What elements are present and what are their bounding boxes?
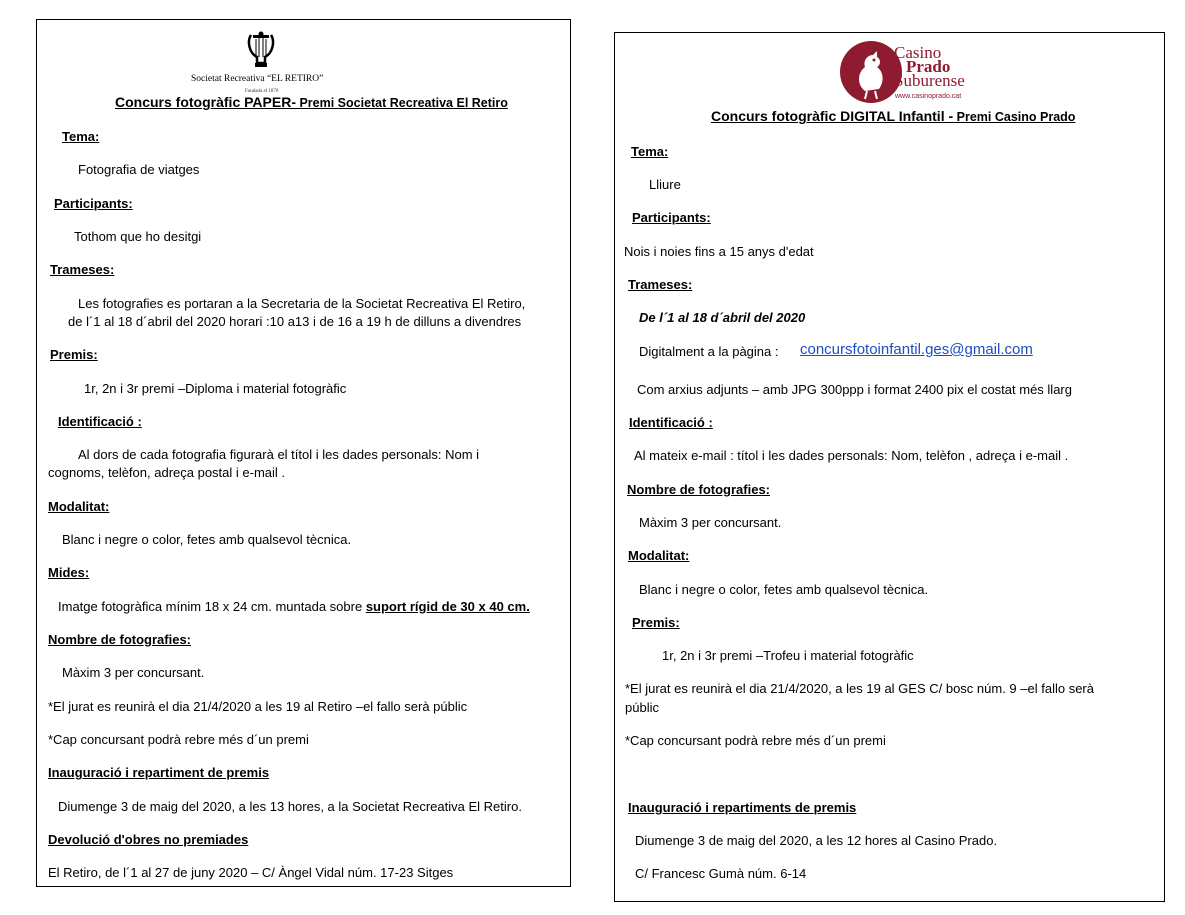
modalitat-label: Modalitat: [628, 548, 690, 563]
address: C/ Francesc Gumà núm. 6-14 [635, 866, 807, 881]
lyre-logo-icon [245, 31, 277, 71]
logo-suburense: Suburense [894, 71, 965, 90]
email-link[interactable]: concursfotoinfantil.ges@gmail.com [800, 341, 1033, 358]
arxius-text: Com arxius adjunts – amb JPG 300ppp i format 2400 pix el costat més llarg [637, 382, 1072, 397]
inauguracio-value: Diumenge 3 de maig del 2020, a les 13 hores, a la Societat Recreativa El Retiro. [58, 799, 522, 814]
inauguracio-label: Inauguració i repartiments de premis [628, 800, 857, 815]
logo-prado: Prado [906, 57, 951, 76]
participants-label: Participants: [632, 210, 711, 225]
identificacio-label: Identificació : [629, 415, 713, 430]
logo-url: www.casinoprado.cat [895, 93, 962, 100]
page-title: Concurs fotogràfic PAPER- Premi Societat Recreativa El Retiro [115, 94, 508, 110]
nombre-fotografies-label: Nombre de fotografies: [48, 632, 192, 647]
modalitat-value: Blanc i negre o color, fetes amb qualsevol tècnica. [62, 532, 352, 547]
jurat-line-1: *El jurat es reunirà el dia 21/4/2020, a les 19 al GES C/ bosc núm. 9 –el fallo serà [625, 681, 1094, 696]
nombre-fotografies-value: Màxim 3 per concursant. [639, 515, 782, 530]
nombre-fotografies-label: Nombre de fotografies: [627, 482, 771, 497]
right-flyer [614, 32, 1165, 902]
logo-founded: Fundada el 1870 [245, 89, 279, 94]
jurat-note: *El jurat es reunirà el dia 21/4/2020 a les 19 al Retiro –el fallo serà públic [48, 699, 468, 714]
trameses-line-2: de l´1 al 18 d´abril del 2020 horari :10 a13 i de 16 a 19 h de dilluns a divendres [68, 314, 522, 329]
tema-value: Fotografia de viatges [78, 162, 200, 177]
devolucio-value: El Retiro, de l´1 al 27 de juny 2020 – C/ Àngel Vidal núm. 17-23 Sitges [48, 865, 454, 880]
jurat-line-2: públic [625, 700, 659, 715]
modalitat-value: Blanc i negre o color, fetes amb qualsevol tècnica. [639, 582, 929, 597]
identificacio-line-2: cognoms, telèfon, adreça postal i e-mail . [48, 465, 286, 480]
cap-premi-note: *Cap concursant podrà rebre més d´un premi [48, 732, 309, 747]
left-flyer [36, 19, 571, 887]
mides-label: Mides: [48, 565, 90, 580]
identificacio-label: Identificació : [58, 414, 142, 429]
participants-label: Participants: [54, 196, 133, 211]
identificacio-value: Al mateix e-mail : títol i les dades personals: Nom, telèfon , adreça i e-mail . [634, 448, 1069, 463]
mides-value: Imatge fotogràfica mínim 18 x 24 cm. muntada sobre suport rígid de 30 x 40 cm. [58, 599, 530, 614]
trameses-label: Trameses: [628, 277, 693, 292]
trameses-dates: De l´1 al 18 d´abril del 2020 [639, 310, 806, 325]
participants-value: Tothom que ho desitgi [74, 229, 202, 244]
premis-label: Premis: [632, 615, 680, 630]
page-title: Concurs fotogràfic DIGITAL Infantil - Premi Casino Prado [711, 108, 1076, 124]
logo-casino: Casino [894, 43, 942, 62]
tema-label: Tema: [62, 129, 100, 144]
premis-label: Premis: [50, 347, 98, 362]
modalitat-label: Modalitat: [48, 499, 110, 514]
inauguracio-value: Diumenge 3 de maig del 2020, a les 12 hores al Casino Prado. [635, 833, 998, 848]
inauguracio-label: Inauguració i repartiment de premis [48, 765, 270, 780]
identificacio-line-1: Al dors de cada fotografia figurarà el títol i les dades personals: Nom i [78, 447, 480, 462]
premis-value: 1r, 2n i 3r premi –Diploma i material fotogràfic [84, 381, 347, 396]
cap-premi-note: *Cap concursant podrà rebre més d´un premi [625, 733, 886, 748]
tema-value: Lliure [649, 177, 681, 192]
digital-text: Digitalment a la pàgina : [639, 344, 779, 359]
tema-label: Tema: [631, 144, 669, 159]
nombre-fotografies-value: Màxim 3 per concursant. [62, 665, 205, 680]
trameses-label: Trameses: [50, 262, 115, 277]
devolucio-label: Devolució d'obres no premiades [48, 832, 249, 847]
participants-value: Nois i noies fins a 15 anys d'edat [624, 244, 814, 259]
premis-value: 1r, 2n i 3r premi –Trofeu i material fotogràfic [662, 648, 914, 663]
trameses-line-1: Les fotografies es portaran a la Secretaria de la Societat Recreativa El Retiro, [78, 296, 526, 311]
logo-society-name: Societat Recreativa “EL RETIRO” [191, 74, 324, 84]
